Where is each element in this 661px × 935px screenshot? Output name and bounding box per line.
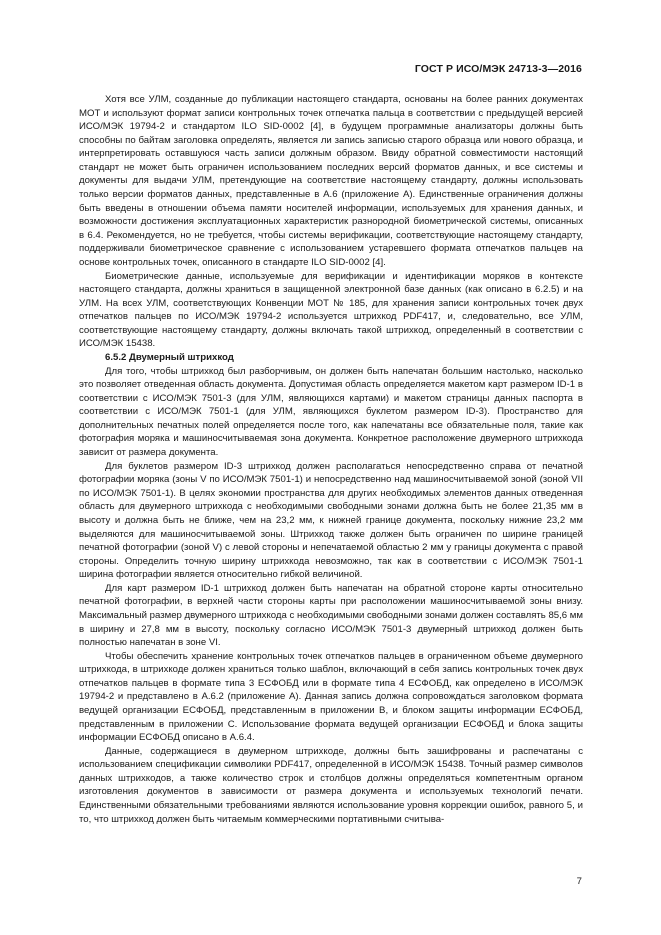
paragraph-id3-booklets: Для буклетов размером ID-3 штрихкод должен располагаться непосредственно справа от печатной фотографии моряка (зоны V по ИСО/МЭК 7501-1) и непосредственно над машиносчитываемой зоной (зоной VII по ИСО/МЭК 7501-1). В целях экономии пространства для других необходимых элементов данных отведенная область для двумерного штрихкода с необходимыми свободными зонами должна быть не более 21,35 мм в высоту и должна быть не ближе, чем на 23,2 мм, к нижней границе документа, поскольку нижние 23,2 мм выделяются для машиносчитываемой зоны. Штрихкод также должен быть ограничен по ширине границей печатной фотографии (зоной V) с левой стороны и непечатаемой областью 2 мм у границы документа с правой стороны. Определить точную ширину штрихкода невозможно, так как в соответствии с ИСО/МЭК 7501-1 ширина фотографии является относительно гибкой величиной. — [79, 460, 583, 581]
paragraph-pdf417-encoding: Данные, содержащиеся в двумерном штрихкоде, должны быть зашифрованы и распечатаны с использованием спецификации символики PDF417, определенной в ИСО/МЭК 15438. Точный размер символов данных штрихкодов, а также количество строк и столбцов должны определяться компетентным органом изготовления документов в зависимости от размера документа и используемых технологий печати. Единственными обязательными требованиями являются использование уровня коррекции ошибок, равного 5, и то, что штрихкод должен быть читаемым коммерческими портативными считыва- — [79, 745, 583, 825]
paragraph-id1-cards: Для карт размером ID-1 штрихкод должен быть напечатан на обратной стороне карты относительно печатной фотографии, в верхней части стороны карты при расположении машиносчитываемой зоны внизу. Максимальный размер двумерного штрихкода с необходимыми свободными зонами должен составлять 85,6 мм в ширину и 27,8 мм в высоту, поскольку согласно ИСО/МЭК 7501-3 двумерный штрихкод должен быть полностью напечатан в зоне VI. — [79, 582, 583, 649]
paragraph-biometric-storage: Биометрические данные, используемые для верификации и идентификации моряков в контексте настоящего стандарта, должны храниться в защищенной электронной базе данных (как описано в 6.2.5) и на УЛМ. На всех УЛМ, соответствующих Конвенции МОТ № 185, для хранения записи контрольных точек двух отпечатков пальцев по ИСО/МЭК 19794-2 используется штрихкод PDF417, и, следовательно, все УЛМ, соответствующие настоящему стандарту, должны включать такой штрихкод, определенный в соответствии с ИСО/МЭК 15438. — [79, 270, 583, 350]
page-number: 7 — [576, 876, 582, 887]
section-heading-6-5-2: 6.5.2 Двумерный штрихкод — [105, 351, 234, 363]
document-body — [79, 93, 583, 826]
paragraph-template-storage: Чтобы обеспечить хранение контрольных точек отпечатков пальцев в ограниченном объеме двумерного штрихкода, в штрихкоде должен храниться только шаблон, включающий в себя запись контрольных точек двух отпечатков пальцев в формате типа 3 ЕСФОБД или в формате типа 4 ЕСФОБД, как определено в ИСО/МЭК 19794-2 и представлено в А.6.2 (приложение А). Данная запись должна сопровождаться заголовком формата ведущей организации ЕСФОБД, представленным в приложении В, и блоком защиты информации ЕСФОБД, представленным в приложении С. Использование формата ведущей организации ЕСФОБД и блока защиты информации ЕСФОБД описано в А.6.4. — [79, 650, 583, 744]
standard-header: ГОСТ Р ИСО/МЭК 24713-3—2016 — [414, 63, 582, 75]
paragraph-compatibility: Хотя все УЛМ, созданные до публикации настоящего стандарта, основаны на более ранних документах МОТ и используют формат записи контрольных точек отпечатка пальца в соответствии с предыдущей версией ИСО/МЭК 19794-2 и стандартом ILO SID-0002 [4], в будущем программные анализаторы должны быть способны по байтам заголовка определять, является ли запись записью старого образца или нового образца, и интерпретировать оставшуюся часть записи должным образом. Ввиду обратной совместимости настоящий стандарт не может быть ограничен использованием последних версий форматов данных, и все системы и документы для выдачи УЛМ, претендующие на соответствие настоящему стандарту, должны использовать только версии форматов данных, представленные в А.6 (приложение А). Единственные ограничения должны быть введены в отношении объема памяти носителей информации, используемых для хранения данных, и возможности достижения эксплуатационных характеристик разнородной биометрической системы, описанных в 6.4. Рекомендуется, но не требуется, чтобы системы верификации, соответствующие настоящему стандарту, поддерживали биометрическое сравнение с использованием устаревшего формата отпечатков пальцев на основе контрольных точек, описанного в стандарте ILO SID-0002 [4]. — [79, 94, 583, 268]
paragraph-barcode-area: Для того, чтобы штрихкод был разборчивым, он должен быть напечатан большим настолько, насколько это позволяет отведенная область документа. Допустимая область определяется макетом карт размером ID-1 в соответствии с ИСО/МЭК 7501-3 (для УЛМ, являющихся картами) и макетом страницы данных паспорта в соответствии с ИСО/МЭК 7501-1 (для УЛМ, являющихся буклетом размером ID-3). Пространство для дополнительных печатных полей определяется после того, как напечатаны все обязательные поля, такие как фотография моряка и машиносчитываемая зона документа. Конкретное расположение двумерного штрихкода зависит от размера документа. — [79, 365, 583, 459]
